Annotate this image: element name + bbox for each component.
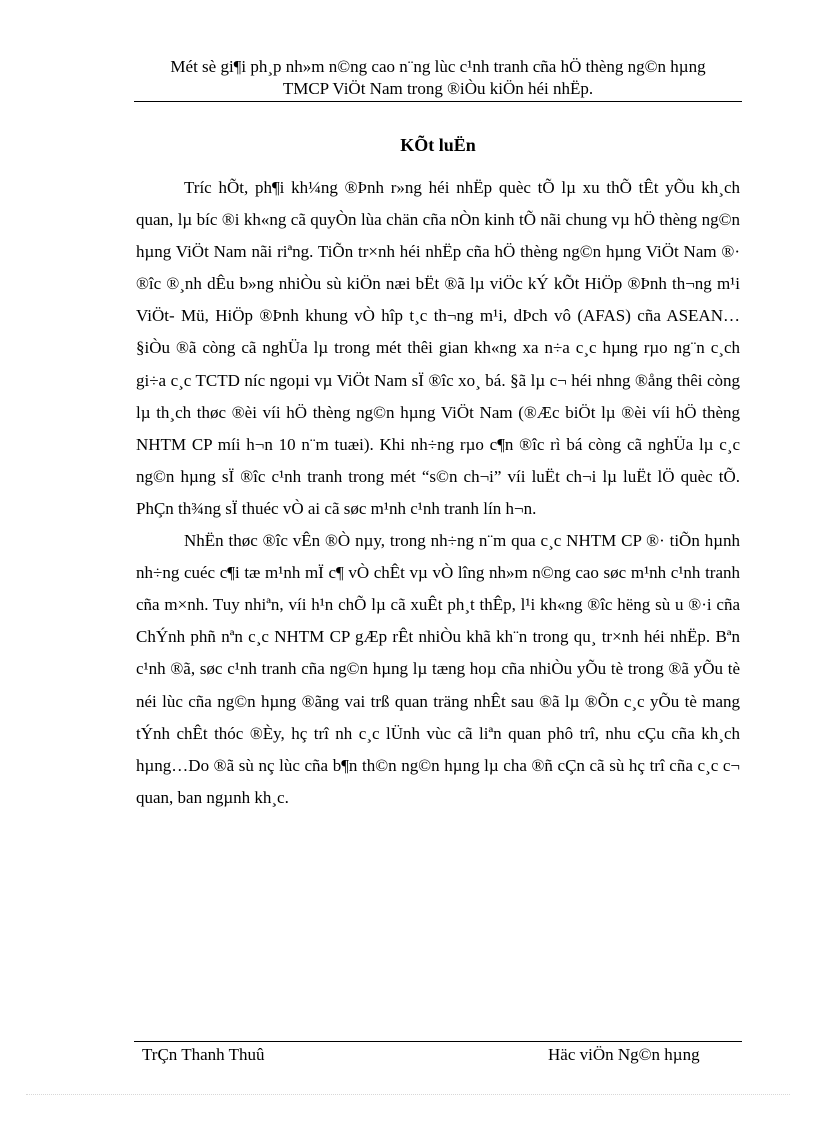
paragraph-2: NhËn thøc ®îc vÊn ®Ò nµy, trong nh÷ng n¨m qua c¸c NHTM CP ®· tiÕn hµnh nh÷ng cuéc c¶i tæ m¹nh mÏ c¶ vÒ chÊt vµ vÒ lîng nh»m n©ng cao søc m¹nh c¹nh tranh cña m×nh. Tuy nhiªn, víi h¹n chÕ lµ cã xuÊt ph¸t thÊp, l¹i kh«ng ®îc hëng sù u ®·i cña ChÝnh phñ nªn c¸c NHTM CP gÆp rÊt nhiÒu khã kh¨n trong qu¸ tr×nh héi nhËp. Bªn c¹nh ®ã, søc c¹nh tranh cña ng©n hµng lµ tæng hoµ cña nhiÒu yÕu tè trong ®ã yÕu tè néi lùc cña ng©n hµng ®ãng vai trß quan träng nhÊt sau ®ã lµ ®Õn c¸c yÕu tè mang tÝnh chÊt thóc ®Èy, hç trî nh c¸c lÜnh vùc cã liªn quan phô trî, nhu cÇu cña kh¸ch hµng…Do ®ã sù nç lùc cña b¶n th©n ng©n hµng lµ cha ®ñ cÇn cã sù hç trî cña c¸c c¬ quan, ban ngµnh kh¸c.	[136, 531, 740, 807]
header-rule	[134, 101, 742, 102]
running-header	[134, 56, 742, 100]
footer-rule	[134, 1041, 742, 1042]
body-text	[136, 172, 740, 814]
paragraph-1: Tríc hÕt, ph¶i kh¼ng ®Þnh r»ng héi nhËp quèc tÕ lµ xu thÕ tÊt yÕu kh¸ch quan, lµ bíc ®i kh«ng cã quyÒn lùa chän cña nÒn kinh tÕ nãi chung vµ hÖ thèng ng©n hµng ViÖt Nam nãi riªng. TiÕn tr×nh héi nhËp cña hÖ thèng ng©n hµng ViÖt Nam ®· ®îc ®¸nh dÊu b»ng nhiÒu sù kiÖn næi bËt ®ã lµ viÖc kÝ kÕt HiÖp ®Þnh th¬ng m¹i ViÖt- Mü, HiÖp ®Þnh khung vÒ hîp t¸c th¬ng m¹i, dÞch vô (AFAS) cña ASEAN…§iÒu ®ã còng cã nghÜa lµ trong mét thêi gian kh«ng xa n÷a c¸c hµng rµo ng¨n c¸ch gi÷a c¸c TCTD níc ngoµi vµ ViÖt Nam sÏ ®îc xo¸ bá. §ã lµ c¬ héi nhng ®ång thêi còng lµ th¸ch thøc ®èi víi hÖ thèng ng©n hµng ViÖt Nam (®Æc biÖt lµ ®èi víi hÖ thèng NHTM CP míi h¬n 10 n¨m tuæi). Khi nh÷ng rµo c¶n ®îc rì bá còng cã nghÜa lµ c¸c ng©n hµng sÏ ®îc c¹nh tranh trong mét “s©n ch¬i” víi luËt ch¬i lµ luËt lÖ quèc tÕ. PhÇn th¾ng sÏ thuéc vÒ ai cã søc m¹nh c¹nh tranh lín h¬n.	[136, 178, 740, 518]
footer-institution: Häc viÖn Ng©n hµng	[548, 1045, 700, 1064]
footer-author: TrÇn Thanh Thuû	[142, 1045, 265, 1064]
page-edge-divider	[26, 1094, 790, 1095]
section-title: KÕt luËn	[400, 135, 476, 155]
header-line-2: TMCP ViÖt Nam trong ®iÒu kiÖn héi nhËp.	[282, 79, 594, 98]
header-line-1: Mét sè gi¶i ph¸p nh»m n©ng cao n¨ng lùc c¹nh tranh cña hÖ thèng ng©n hµng	[170, 57, 706, 76]
